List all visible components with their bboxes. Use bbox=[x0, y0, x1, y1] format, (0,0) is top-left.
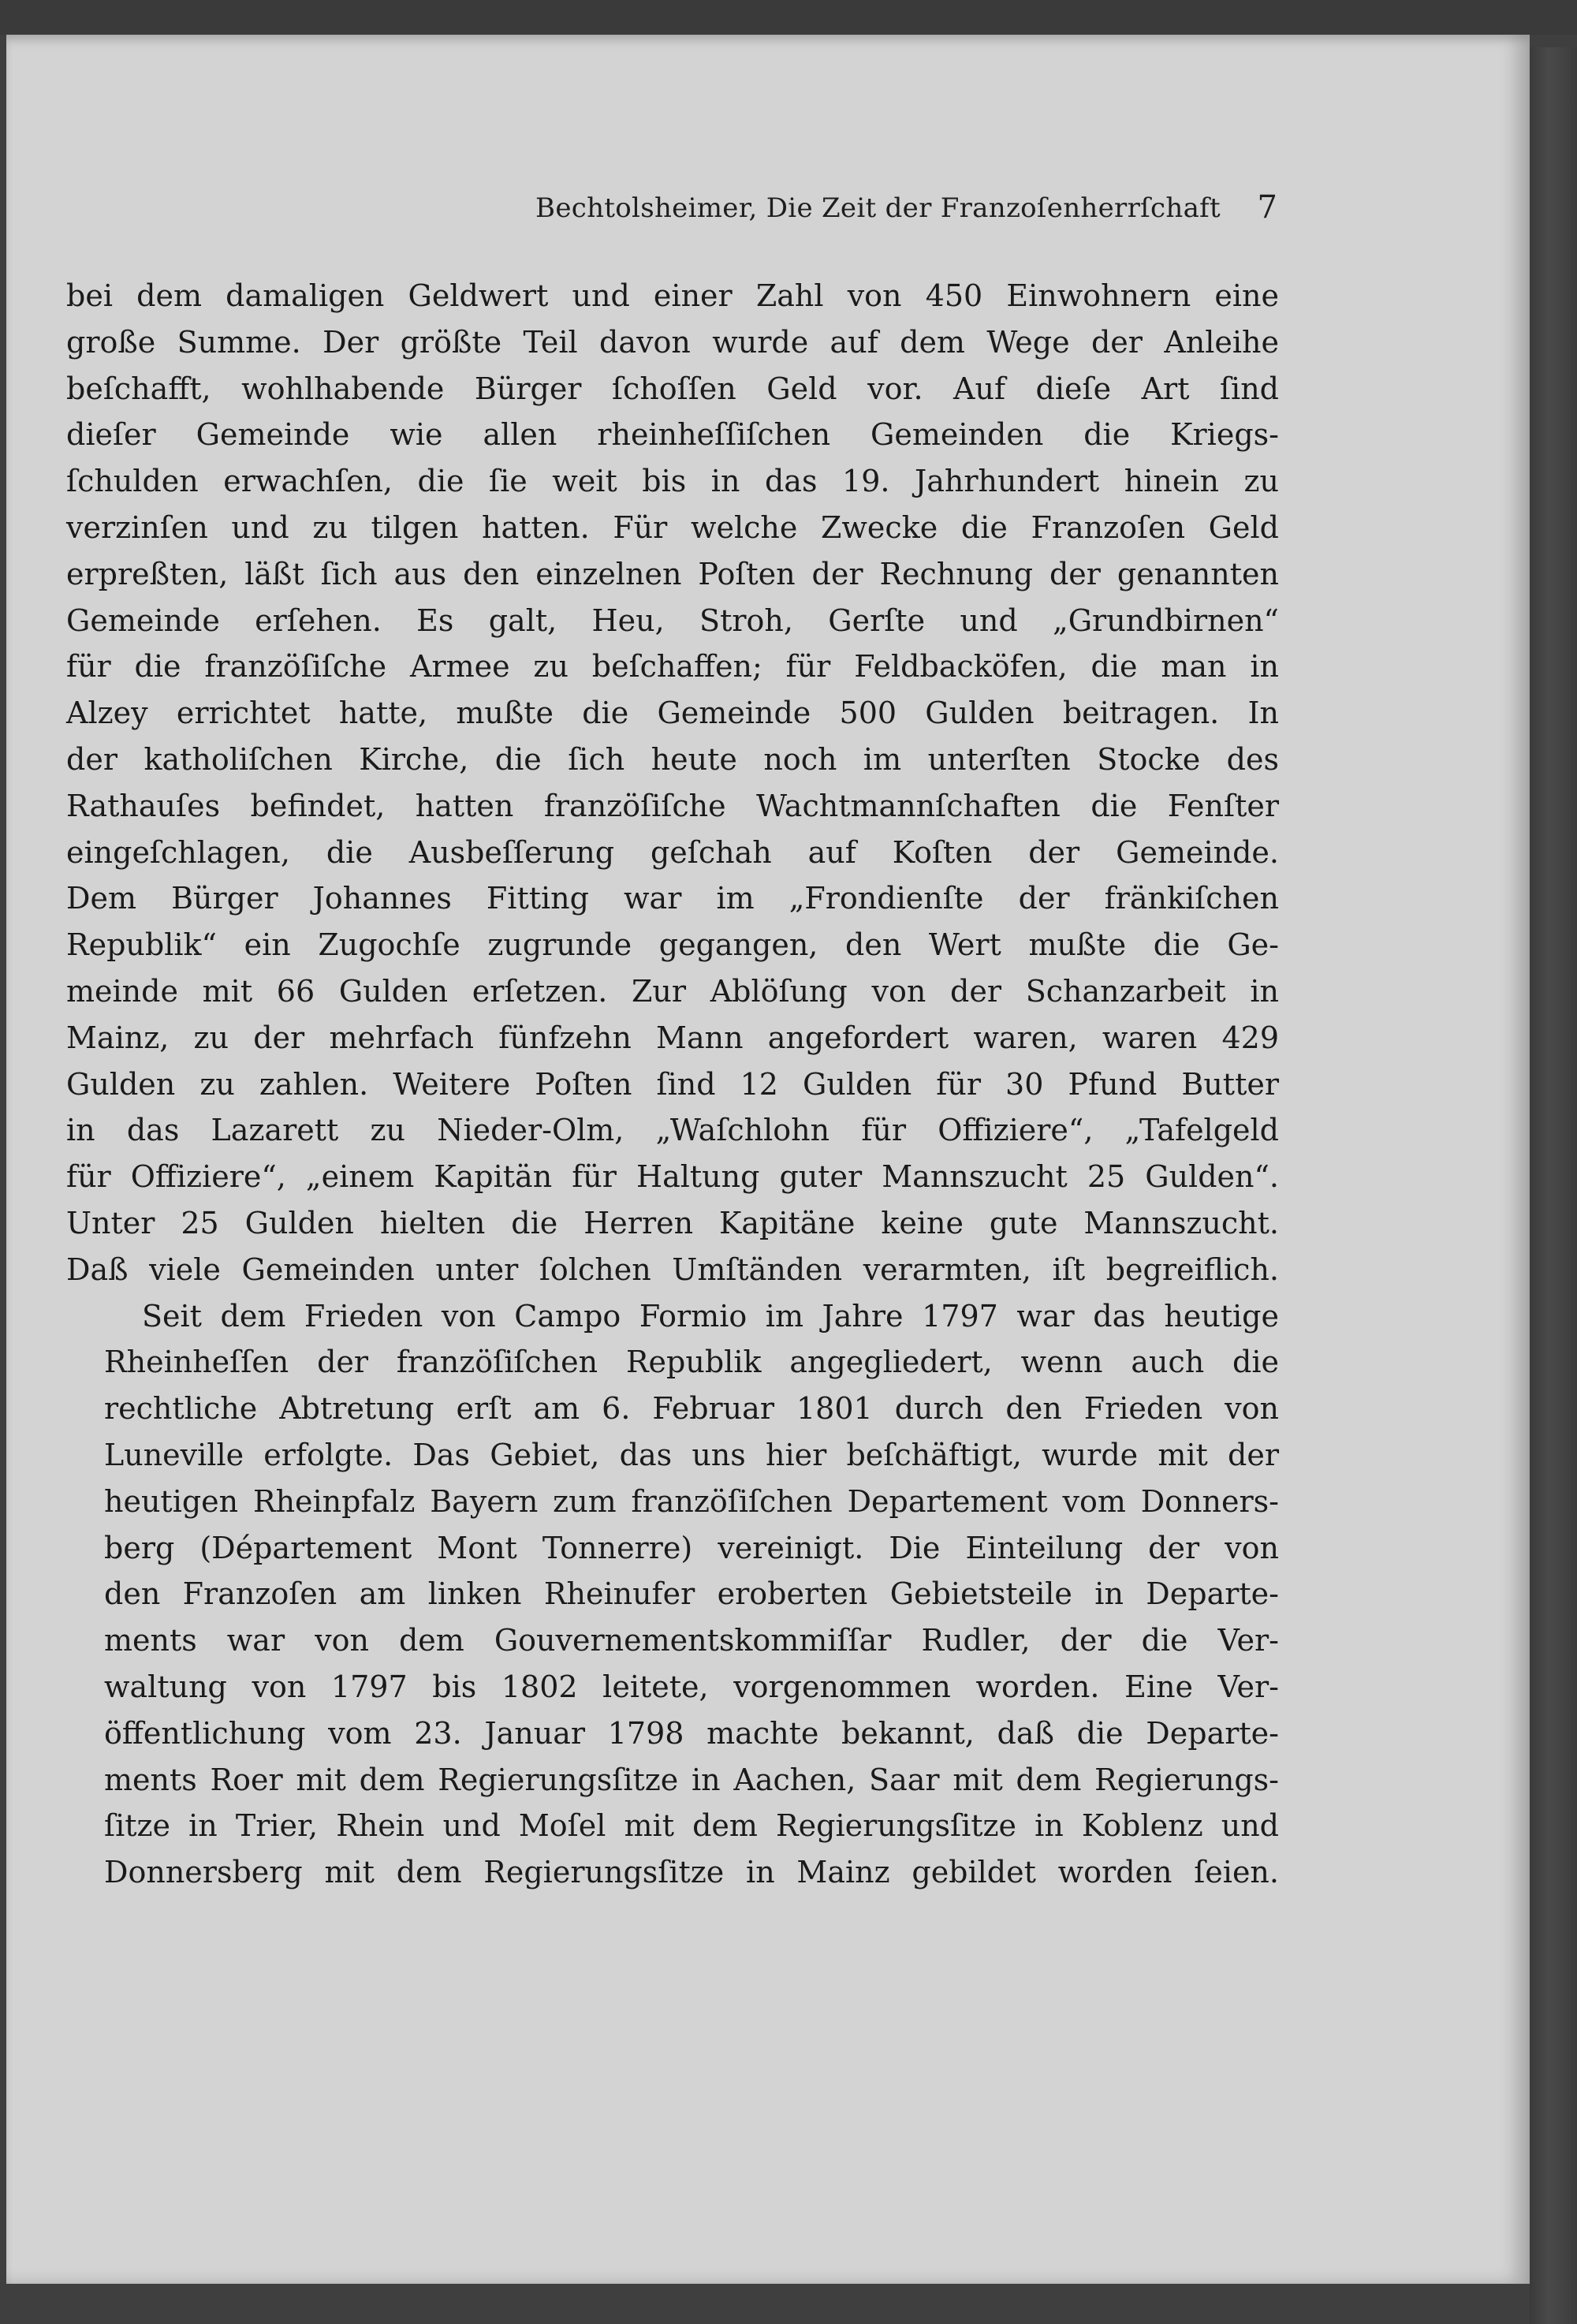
text-line: Dem Bürger Johannes Fitting war im „Frondienſte der fränkiſchen bbox=[66, 881, 1279, 916]
running-head: Bechtolsheimer, Die Zeit der Franzoſenherrſchaft bbox=[535, 192, 1221, 224]
text-line: für die franzöſiſche Armee zu beſchaffen; für Feldbacköfen, die man in bbox=[66, 649, 1279, 685]
text-line: Rheinheſſen der franzöſiſchen Republik angegliedert, wenn auch die bbox=[104, 1345, 1279, 1380]
page-edge-shadow bbox=[1530, 47, 1577, 2324]
text-line: meinde mit 66 Gulden erſetzen. Zur Ablöſung von der Schanzarbeit in bbox=[66, 973, 1279, 1009]
body-text bbox=[66, 273, 1279, 1896]
text-line: beſchafft, wohlhabende Bürger ſchoſſen Geld vor. Auf dieſe Art ſind bbox=[66, 371, 1279, 406]
page-header bbox=[6, 189, 1530, 240]
text-line: ments war von dem Gouvernementskommiſſar Rudler, der die Ver- bbox=[104, 1623, 1279, 1658]
text-line: eingeſchlagen, die Ausbeſſerung geſchah auf Koſten der Gemeinde. bbox=[66, 834, 1279, 870]
paragraph-1 bbox=[66, 273, 1279, 1293]
text-line: Daß viele Gemeinden unter ſolchen Umſtänden verarmten, iſt begreiflich. bbox=[66, 1252, 1279, 1287]
book-page bbox=[6, 35, 1530, 2284]
text-line: der katholiſchen Kirche, die ſich heute noch im unterſten Stocke des bbox=[66, 741, 1279, 777]
text-line: ments Roer mit dem Regierungsſitze in Aachen, Saar mit dem Regierungs- bbox=[104, 1762, 1279, 1797]
text-line: verzinſen und zu tilgen hatten. Für welche Zwecke die Franzoſen Geld bbox=[66, 509, 1279, 545]
text-line: Unter 25 Gulden hielten die Herren Kapitäne keine gute Mannszucht. bbox=[66, 1205, 1279, 1240]
text-line: ſchulden erwachſen, die ſie weit bis in das 19. Jahrhundert hinein zu bbox=[66, 464, 1279, 499]
text-line: Rathauſes befindet, hatten franzöſiſche Wachtmannſchaften die Fenſter bbox=[66, 788, 1279, 823]
text-line: Luneville erfolgte. Das Gebiet, das uns hier beſchäftigt, wurde mit der bbox=[104, 1437, 1279, 1472]
text-line: den Franzoſen am linken Rheinufer eroberten Gebietsteile in Departe- bbox=[104, 1576, 1279, 1612]
text-line: Republik“ ein Zugochſe zugrunde gegangen, den Wert mußte die Ge- bbox=[66, 927, 1279, 963]
text-line: Seit dem Frieden von Campo Formio im Jahre 1797 war das heutige bbox=[142, 1298, 1279, 1334]
text-line: waltung von 1797 bis 1802 leitete, vorgenommen worden. Eine Ver- bbox=[104, 1669, 1279, 1704]
text-line: in das Lazarett zu Nieder-Olm, „Waſchlohn für Offiziere“, „Tafelgeld bbox=[66, 1113, 1279, 1148]
text-line: Donnersberg mit dem Regierungsſitze in Mainz gebildet worden ſeien. bbox=[104, 1855, 1279, 1890]
text-line: ſitze in Trier, Rhein und Moſel mit dem Regierungsſitze in Koblenz und bbox=[104, 1808, 1279, 1844]
text-line: für Offiziere“, „einem Kapitän für Haltung guter Mannszucht 25 Gulden“. bbox=[66, 1159, 1279, 1195]
text-line: Gulden zu zahlen. Weitere Poſten ſind 12 Gulden für 30 Pfund Butter bbox=[66, 1066, 1279, 1102]
text-line: dieſer Gemeinde wie allen rheinheſſiſchen Gemeinden die Kriegs- bbox=[66, 417, 1279, 453]
page-number: 7 bbox=[1257, 189, 1277, 226]
paragraph-2 bbox=[66, 1293, 1279, 1896]
text-line: berg (Département Mont Tonnerre) vereinigt. Die Einteilung der von bbox=[104, 1530, 1279, 1565]
text-line: heutigen Rheinpfalz Bayern zum franzöſiſchen Departement vom Donners- bbox=[104, 1483, 1279, 1519]
text-line: große Summe. Der größte Teil davon wurde auf dem Wege der Anleihe bbox=[66, 324, 1279, 360]
text-line: Mainz, zu der mehrfach fünfzehn Mann angefordert waren, waren 429 bbox=[66, 1020, 1279, 1055]
text-line: bei dem damaligen Geldwert und einer Zahl von 450 Einwohnern eine bbox=[66, 278, 1279, 313]
text-line: öffentlichung vom 23. Januar 1798 machte bekannt, daß die Departe- bbox=[104, 1715, 1279, 1751]
text-line: rechtliche Abtretung erſt am 6. Februar 1801 durch den Frieden von bbox=[104, 1391, 1279, 1427]
text-line: Gemeinde erſehen. Es galt, Heu, Stroh, Gerſte und „Grundbirnen“ bbox=[66, 602, 1279, 638]
text-line: erpreßten, läßt ſich aus den einzelnen Poſten der Rechnung der genannten bbox=[66, 556, 1279, 591]
text-line: Alzey errichtet hatte, mußte die Gemeinde 500 Gulden beitragen. In bbox=[66, 696, 1279, 731]
